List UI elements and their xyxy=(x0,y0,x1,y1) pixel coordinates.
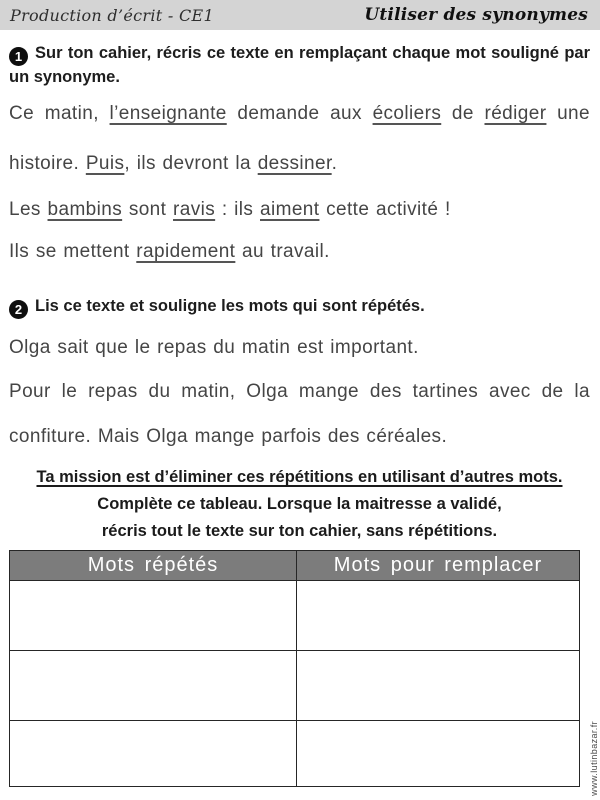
plain-text: Ce matin, xyxy=(9,103,110,124)
worksheet-topic-title: Utiliser des synonymes xyxy=(364,5,588,25)
exercise1-paragraph-1 xyxy=(9,89,590,189)
replacement-word-cell[interactable] xyxy=(297,651,580,721)
underlined-word: ravis xyxy=(173,199,216,220)
underlined-word: écoliers xyxy=(372,103,442,124)
underlined-word: bambins xyxy=(47,199,123,220)
worksheet-content xyxy=(0,42,600,787)
repeated-word-cell[interactable] xyxy=(10,581,297,651)
plain-text: au travail. xyxy=(235,241,330,262)
table-row xyxy=(10,721,580,787)
plain-text: de xyxy=(441,103,485,124)
plain-text: : ils xyxy=(215,199,260,220)
underlined-word: l’enseignante xyxy=(109,103,227,124)
column-header-repeated-words: Mots répétés xyxy=(10,551,297,581)
underlined-word: rédiger xyxy=(484,103,547,124)
underlined-word: aiment xyxy=(260,199,320,220)
column-header-replacement-words: Mots pour remplacer xyxy=(297,551,580,581)
table-header-row xyxy=(10,551,580,581)
underlined-word: dessiner xyxy=(257,153,332,174)
table-row xyxy=(10,581,580,651)
header-band xyxy=(0,0,600,30)
plain-text: demande aux xyxy=(226,103,373,124)
exercise2-instruction xyxy=(9,295,590,319)
exercise1-instruction xyxy=(9,42,590,89)
exercise1-instruction-text: Sur ton cahier, récris ce texte en remplaçant chaque mot souligné par un synonyme. xyxy=(9,44,590,86)
plain-text: une histoire. xyxy=(9,103,590,174)
underlined-word: Puis xyxy=(85,153,125,174)
repeated-word-cell[interactable] xyxy=(10,651,297,721)
replacement-word-cell[interactable] xyxy=(297,721,580,787)
exercise1-number-badge: 1 xyxy=(9,47,28,66)
underlined-word: rapidement xyxy=(136,241,236,262)
exercise1-paragraph-3 xyxy=(9,231,590,273)
repeated-word-cell[interactable] xyxy=(10,721,297,787)
mission-line-2: Complète ce tableau. Lorsque la maitresse a validé, xyxy=(97,495,502,513)
exercise2-paragraph-1: Olga sait que le repas du matin est important. xyxy=(9,337,419,358)
synonyms-table xyxy=(9,550,580,787)
mission-line-3: récris tout le texte sur ton cahier, sans répétitions. xyxy=(101,522,498,540)
replacement-word-cell[interactable] xyxy=(297,581,580,651)
plain-text: cette activité ! xyxy=(319,199,451,220)
exercise2-instruction-text: Lis ce texte et souligne les mots qui sont répétés. xyxy=(35,297,425,315)
plain-text: sont xyxy=(122,199,174,220)
worksheet-subject-title: Production d’écrit - CE1 xyxy=(10,5,214,25)
table-body xyxy=(10,581,580,787)
table-row xyxy=(10,651,580,721)
exercise2-paragraph-2: Pour le repas du matin, Olga mange des tartines avec de la confiture. Mais Olga mange parfois des céréales. xyxy=(9,381,590,447)
mission-line-1: Ta mission est d’éliminer ces répétitions en utilisant d’autres mots. xyxy=(36,468,563,486)
mission-block xyxy=(9,464,590,545)
website-credit: www.lutinbazar.fr xyxy=(589,721,599,796)
exercise2-number-badge: 2 xyxy=(9,300,28,319)
plain-text: . xyxy=(331,153,338,174)
plain-text: Les xyxy=(9,199,48,220)
exercise1-paragraph-2 xyxy=(9,189,590,231)
plain-text: Ils se mettent xyxy=(9,241,137,262)
plain-text: , ils devront la xyxy=(124,153,258,174)
